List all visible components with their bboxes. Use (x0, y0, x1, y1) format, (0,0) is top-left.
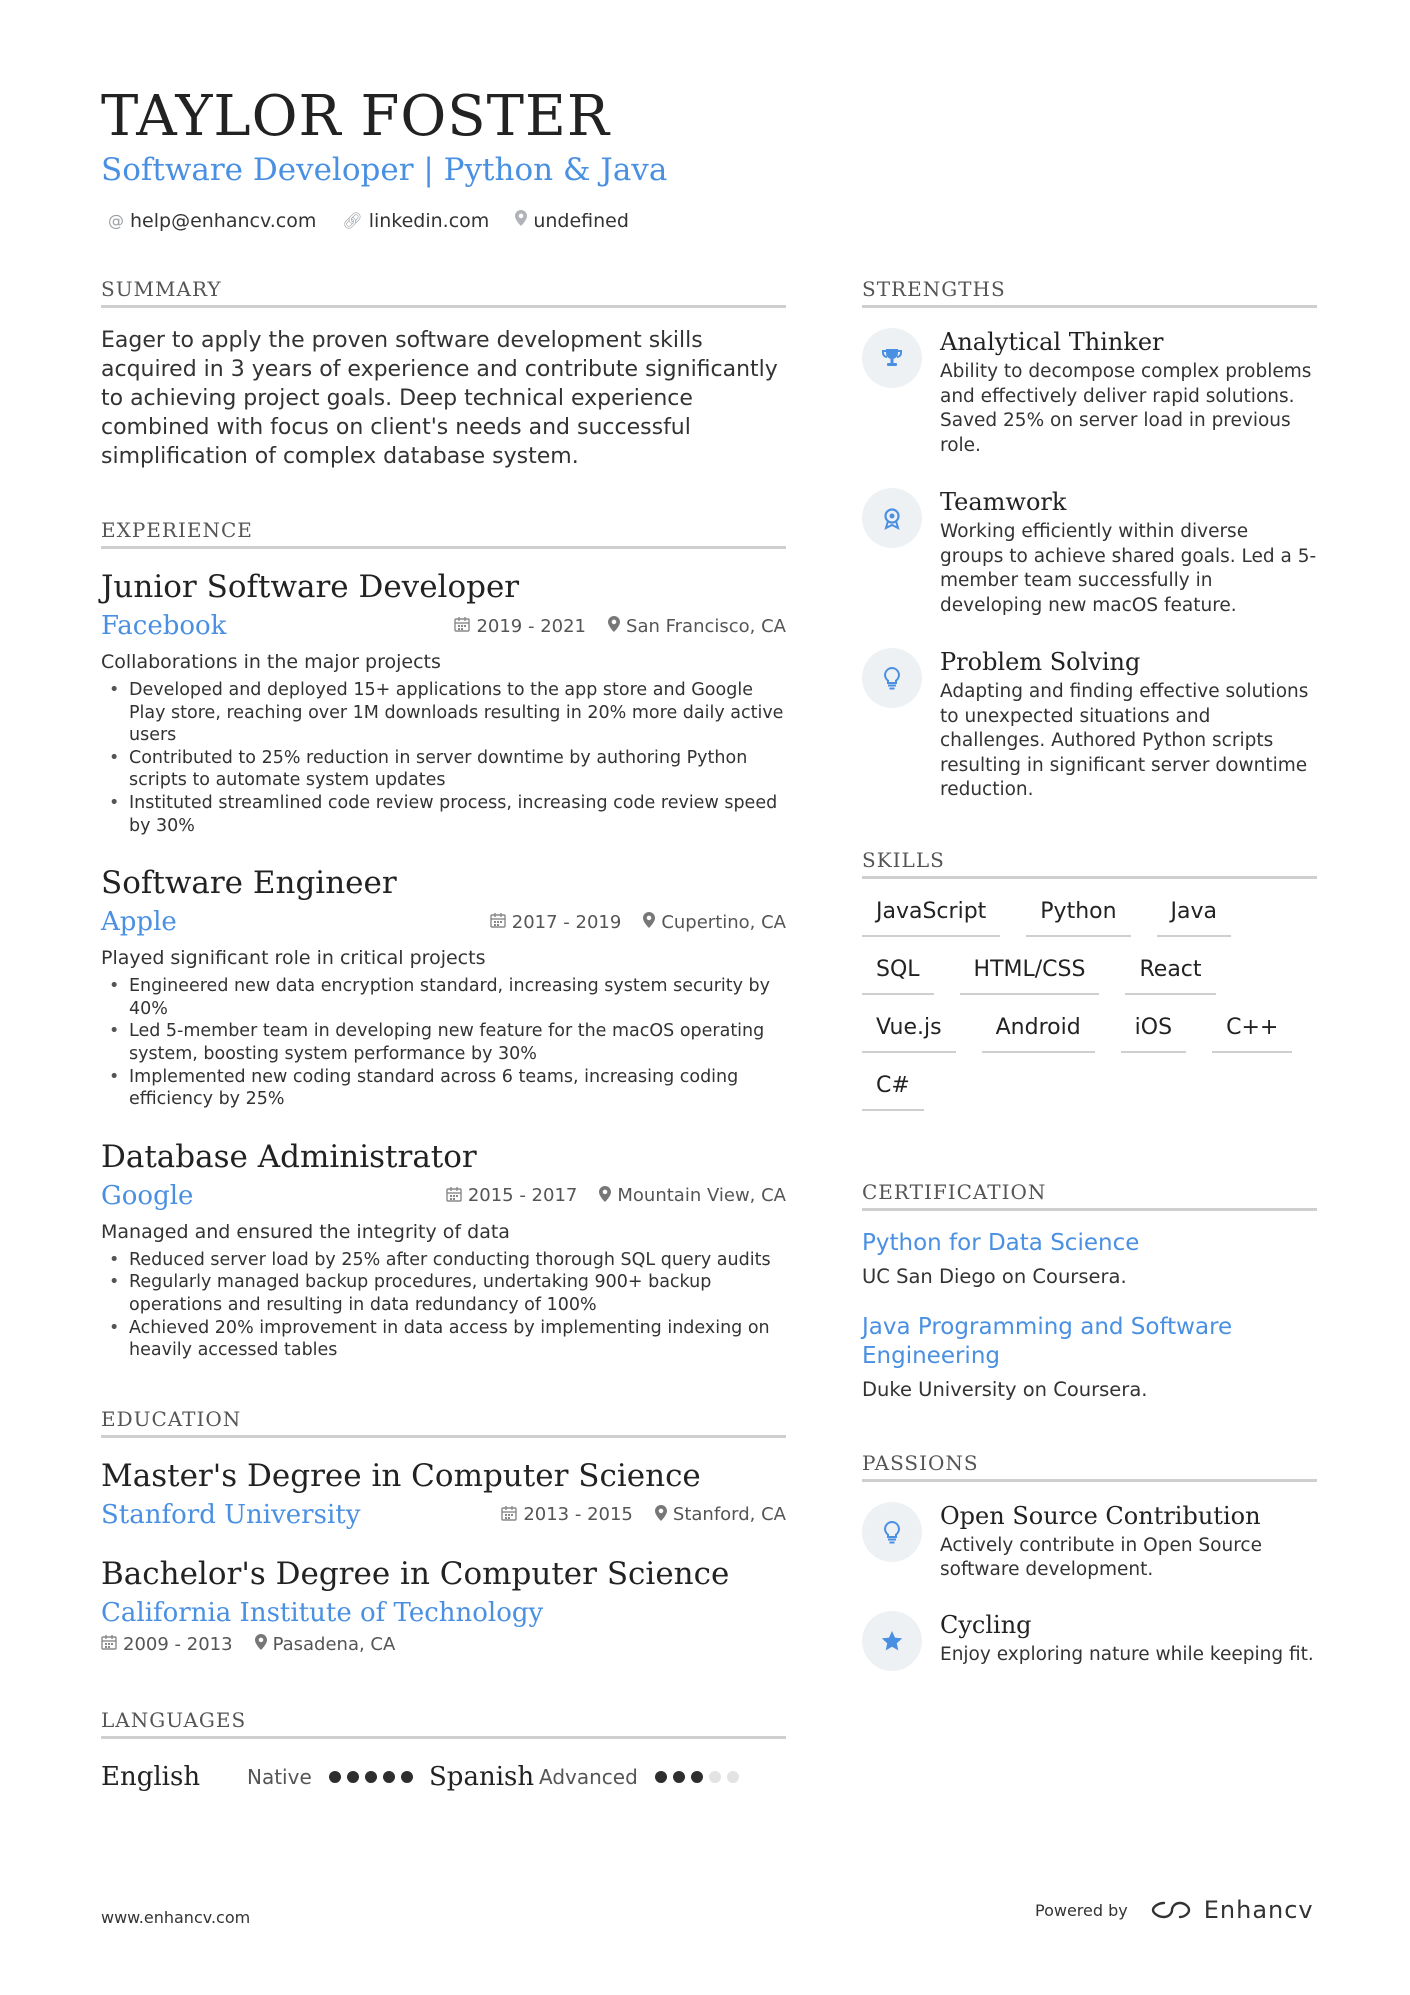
contact-bar (108, 207, 629, 235)
contact-email[interactable] (108, 207, 316, 235)
passions-heading: PASSIONS (862, 1450, 1317, 1482)
certification-heading: CERTIFICATION (862, 1179, 1317, 1211)
skill-tag: HTML/CSS (960, 955, 1100, 995)
passion-item (862, 1609, 1317, 1671)
footer-branding (1035, 1896, 1314, 1924)
strength-item (862, 486, 1317, 618)
calendar-icon (490, 912, 506, 932)
location-pin-icon (643, 912, 655, 932)
certification-issuer: UC San Diego on Coursera. (862, 1264, 1127, 1288)
job-bullets (101, 975, 786, 1111)
strength-item (862, 326, 1317, 458)
calendar-icon (446, 1186, 462, 1206)
language-name: English (101, 1761, 201, 1792)
candidate-headline: Software Developer | Python & Java (101, 152, 668, 188)
job-description: Collaborations in the major projects (101, 651, 441, 673)
education-location: Pasadena, CA (272, 1633, 396, 1655)
skill-tag: JavaScript (862, 897, 1000, 937)
language-rating (329, 1771, 429, 1783)
rating-dot-filled (383, 1771, 395, 1783)
rating-dot-filled (329, 1771, 341, 1783)
strength-description: Working efficiently within diverse groups to achieve shared goals. Led a 5-member team successfully in developing new macOS feature. (940, 521, 1317, 616)
strength-title: Teamwork (940, 488, 1067, 516)
language-rating (655, 1771, 739, 1783)
passion-title: Cycling (940, 1610, 1032, 1639)
job-bullet: • Instituted streamlined code review process, increasing code review speed by 30% (129, 792, 786, 837)
skill-tag: Vue.js (862, 1013, 956, 1053)
rating-dot-empty (709, 1771, 721, 1783)
company-name: Apple (101, 907, 177, 938)
job-bullet: • Achieved 20% improvement in data access by implementing indexing on heavily accessed tables (129, 1317, 786, 1362)
education-entry (101, 1456, 786, 1534)
enhancv-logo-icon (1148, 1899, 1194, 1921)
job-bullets (101, 1249, 786, 1362)
location-pin-icon (255, 1634, 267, 1654)
passion-description: Enjoy exploring nature while keeping fit. (940, 1643, 1314, 1665)
lightbulb-icon (862, 1502, 922, 1562)
language-level: Advanced (539, 1764, 638, 1789)
job-title: Database Administrator (101, 1138, 477, 1175)
powered-by-label: Powered by (1035, 1900, 1128, 1920)
calendar-icon (101, 1634, 117, 1654)
job-location: Mountain View, CA (617, 1185, 786, 1207)
certification-item (862, 1229, 1317, 1291)
summary-heading: SUMMARY (101, 276, 786, 308)
passion-title: Open Source Contribution (940, 1501, 1261, 1530)
certification-title: Python for Data Science (862, 1229, 1140, 1256)
education-dates: 2009 - 2013 (123, 1633, 233, 1655)
rating-dot-filled (347, 1771, 359, 1783)
rating-dot-filled (365, 1771, 377, 1783)
language-level: Native (247, 1764, 312, 1789)
education-entry (101, 1554, 786, 1655)
education-location: Stanford, CA (672, 1504, 786, 1526)
skill-tag: Android (982, 1013, 1095, 1053)
location-pin-icon (515, 207, 527, 235)
job-location: San Francisco, CA (626, 615, 786, 637)
strength-description: Adapting and finding effective solutions to unexpected situations and challenges. Authored Python scripts resulting in significant server downtime reduction. (940, 681, 1309, 800)
at-icon: @ (108, 211, 124, 230)
job-bullet: • Reduced server load by 25% after conducting thorough SQL query audits (129, 1249, 786, 1272)
star-icon (862, 1611, 922, 1671)
degree-title: Master's Degree in Computer Science (101, 1457, 701, 1494)
location-pin-icon (599, 1186, 611, 1206)
job-bullet: • Contributed to 25% reduction in server downtime by authoring Python scripts to automate system updates (129, 747, 786, 792)
job-location: Cupertino, CA (661, 911, 786, 933)
job-bullet: • Regularly managed backup procedures, undertaking 900+ backup operations and resulting in data redundancy of 100% (129, 1271, 786, 1316)
certification-item (862, 1313, 1317, 1404)
skill-tag: C# (862, 1071, 924, 1111)
contact-location (515, 207, 629, 235)
school-name: Stanford University (101, 1499, 361, 1530)
education-dates: 2013 - 2015 (523, 1504, 633, 1526)
strengths-heading: STRENGTHS (862, 276, 1317, 308)
calendar-icon (454, 616, 470, 636)
skill-tag: Python (1026, 897, 1130, 937)
passion-item (862, 1500, 1317, 1583)
footer-website[interactable]: www.enhancv.com (101, 1908, 251, 1927)
job-dates: 2017 - 2019 (511, 911, 622, 933)
contact-linkedin[interactable] (342, 207, 489, 235)
left-column (101, 276, 786, 1797)
calendar-icon (501, 1505, 517, 1525)
right-column (862, 276, 1317, 1699)
job-bullet: • Engineered new data encryption standard, increasing system security by 40% (129, 975, 786, 1020)
languages-row (101, 1757, 786, 1797)
certification-issuer: Duke University on Coursera. (862, 1377, 1148, 1401)
strength-item (862, 646, 1317, 803)
job-bullet: • Implemented new coding standard across 6 teams, increasing coding efficiency by 25% (129, 1066, 786, 1111)
job-bullets (101, 679, 786, 837)
passion-description: Actively contribute in Open Source software development. (940, 1534, 1262, 1580)
skill-tag: Java (1157, 897, 1231, 937)
skill-tag: SQL (862, 955, 934, 995)
language-name: Spanish (429, 1761, 535, 1792)
location-text: undefined (533, 210, 629, 232)
rating-dot-filled (401, 1771, 413, 1783)
skills-list (862, 897, 1317, 1111)
location-pin-icon (608, 616, 620, 636)
rating-dot-filled (655, 1771, 667, 1783)
location-pin-icon (655, 1505, 667, 1525)
skill-tag: iOS (1121, 1013, 1186, 1053)
email-text: help@enhancv.com (130, 210, 317, 232)
company-name: Facebook (101, 611, 227, 641)
job-entry (101, 1137, 786, 1362)
job-title: Junior Software Developer (101, 569, 520, 605)
skill-tag: React (1125, 955, 1215, 995)
job-bullet: • Developed and deployed 15+ applications to the app store and Google Play store, reaching over 1M downloads resulting in 20% more daily active users (129, 679, 786, 747)
job-dates: 2019 - 2021 (476, 615, 587, 637)
linkedin-text: linkedin.com (368, 210, 490, 232)
trophy-icon (862, 328, 922, 388)
strength-title: Analytical Thinker (940, 328, 1164, 356)
lightbulb-icon (862, 648, 922, 708)
languages-heading: LANGUAGES (101, 1707, 786, 1739)
rating-dot-empty (727, 1771, 739, 1783)
brand-name: Enhancv (1203, 1896, 1314, 1924)
education-heading: EDUCATION (101, 1406, 786, 1438)
skills-heading: SKILLS (862, 847, 1317, 879)
school-name: California Institute of Technology (101, 1597, 544, 1628)
job-entry (101, 567, 786, 837)
company-name: Google (101, 1180, 194, 1211)
degree-title: Bachelor's Degree in Computer Science (101, 1555, 730, 1592)
award-icon (862, 488, 922, 548)
job-description: Managed and ensured the integrity of data (101, 1220, 510, 1243)
rating-dot-filled (691, 1771, 703, 1783)
candidate-name: TAYLOR FOSTER (101, 84, 611, 149)
job-entry (101, 863, 786, 1111)
job-dates: 2015 - 2017 (467, 1185, 578, 1207)
job-description: Played significant role in critical projects (101, 947, 486, 970)
strength-title: Problem Solving (940, 648, 1141, 676)
skill-tag: C++ (1212, 1013, 1292, 1053)
summary-text: Eager to apply the proven software development skills acquired in 3 years of experience and contribute significantly to achieving project goals. Deep technical experience combined with focus on client's needs and successful simplification of complex database system. (101, 328, 778, 469)
job-title: Software Engineer (101, 865, 397, 902)
strength-description: Ability to decompose complex problems and effectively deliver rapid solutions. Saved 25% on server load in previous role. (940, 361, 1312, 456)
enhancv-logo[interactable] (1148, 1896, 1314, 1924)
certification-title: Java Programming and Software Engineering (862, 1313, 1233, 1369)
job-bullet: • Led 5-member team in developing new feature for the macOS operating system, boosting system performance by 30% (129, 1020, 786, 1065)
experience-heading: EXPERIENCE (101, 517, 786, 549)
rating-dot-filled (673, 1771, 685, 1783)
link-icon: 🔗︎ (342, 211, 363, 230)
